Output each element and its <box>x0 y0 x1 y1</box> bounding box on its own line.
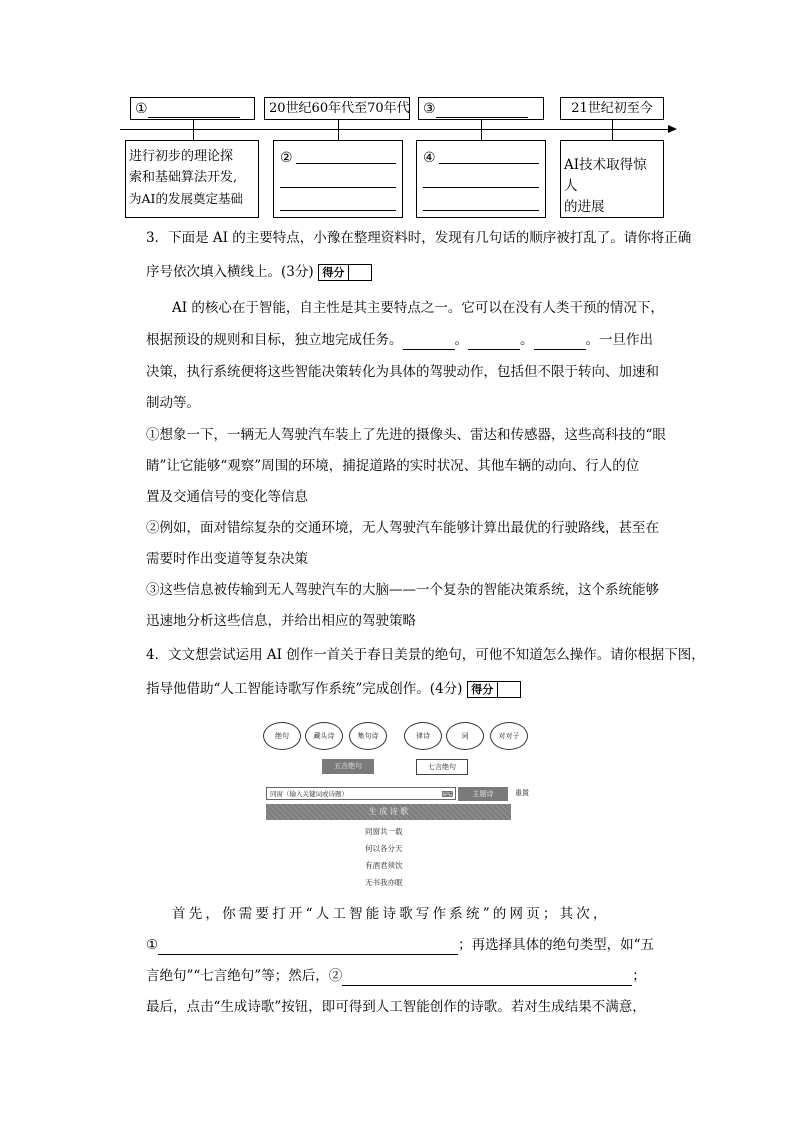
answer-blank-2[interactable] <box>468 335 520 350</box>
type-jueju[interactable]: 绝句 <box>263 722 301 750</box>
q3-para-line3: 决策，执行系统便将这些智能决策转化为具体的驾驶动作，包括但不限于转向、加速和 <box>146 364 659 380</box>
connector <box>193 120 194 140</box>
timeline-bottom-4: AI技术取得惊人 的进展 <box>560 140 664 218</box>
answer-blank-1[interactable] <box>403 335 455 350</box>
reset-button[interactable]: 重置 <box>515 789 529 797</box>
poem-line: 同窗共一载 <box>365 827 403 836</box>
answer-blank-3[interactable] <box>534 335 586 350</box>
poem-line: 何以各分天 <box>365 844 403 853</box>
timeline-axis <box>120 129 670 130</box>
type-cangtou[interactable]: 藏头诗 <box>305 722 343 750</box>
timeline-top-2: 20世纪60年代至70年代 <box>264 97 410 120</box>
q3-option-3-cont: 迅速地分析这些信息，并给出相应的驾驶策略 <box>146 613 416 629</box>
q3-line2: 序号依次填入横线上。(3分) 得分 <box>146 262 372 282</box>
timeline-top-4: 21世纪初至今 <box>560 97 664 120</box>
q4-answer-line4: 最后，点击“生成诗歌”按钮，即可得到人工智能创作的诗歌。若对生成结果不满意， <box>146 999 646 1015</box>
connector <box>481 120 482 140</box>
answer-blank-step1[interactable] <box>158 940 458 955</box>
timeline-arrow-icon <box>668 125 677 133</box>
timeline-top-1: ① <box>130 97 255 120</box>
q3-option-2: ②例如，面对错综复杂的交通环境，无人驾驶汽车能够计算出最优的行驶路线，甚至在 <box>146 520 659 536</box>
q4-answer-line1: 首先，你需要打开“人工智能诗歌写作系统”的网页；其次， <box>172 906 610 922</box>
q3-option-1: ①想象一下，一辆无人驾驶汽车装上了先进的摄像头、雷达和传感器，这些高科技的“眼 <box>146 427 666 443</box>
qiyan-button[interactable]: 七言绝句 <box>416 759 468 775</box>
score-box: 得分 <box>467 681 521 698</box>
keyboard-icon: ⌨ <box>441 790 453 799</box>
q3-option-3: ③这些信息被传输到无人驾驶汽车的大脑——一个复杂的智能决策系统，这个系统能够 <box>146 582 659 598</box>
wuyan-button[interactable]: 五言绝句 <box>322 759 374 774</box>
poem-line: 无书我亦眠 <box>365 878 403 887</box>
q4-line1: 4．文文想尝试运用 AI 创作一首关于春日美景的绝句，可他不知道怎么操作。请你根据下图， <box>146 647 705 663</box>
q4-answer-line2: ① ；再选择具体的绝句类型，如“五 <box>146 937 655 953</box>
q3-option-1-cont: 置及交通信号的变化等信息 <box>146 489 308 505</box>
q3-line1: 3．下面是 AI 的主要特点，小豫在整理资料时，发现有几句话的顺序被打乱了。请你将正确 <box>146 230 692 246</box>
timeline-bottom-2: ② <box>273 140 403 218</box>
q4-line2: 指导他借助“人工智能诗歌写作系统”完成创作。(4分) 得分 <box>146 679 521 699</box>
type-duiduizi[interactable]: 对对子 <box>490 722 528 750</box>
q3-option-1-cont: 睛”让它能够“观察”周围的环境，捕捉道路的实时状况、其他车辆的动向、行人的位 <box>146 458 640 474</box>
q3-para-line1: AI 的核心在于智能，自主性是其主要特点之一。它可以在没有人类干预的情况下， <box>172 300 664 316</box>
q3-para-line4: 制动等。 <box>146 395 200 411</box>
keyword-input[interactable]: 同窗（输入关键词或诗题） ⌨ <box>266 787 456 800</box>
generate-button[interactable]: 生 成 诗 歌 <box>266 804 511 820</box>
answer-blank-step2[interactable] <box>342 971 632 986</box>
keyword-button[interactable]: 主题诗 <box>458 787 508 801</box>
type-ci[interactable]: 词 <box>446 722 484 750</box>
connector <box>338 120 339 140</box>
type-lvshi[interactable]: 律诗 <box>404 722 442 750</box>
score-box: 得分 <box>318 264 372 281</box>
q4-answer-line3: 言绝句”“七言绝句”等；然后，② ； <box>146 968 646 984</box>
q3-option-2-cont: 需要时作出变道等复杂决策 <box>146 551 308 567</box>
q3-para-line2: 根据预设的规则和目标，独立地完成任务。 。 。 。一旦作出 <box>146 332 653 348</box>
timeline-bottom-1: 进行初步的理论探 索和基础算法开发, 为AI的发展奠定基础 <box>125 140 259 218</box>
type-jiju[interactable]: 集句诗 <box>349 722 387 750</box>
timeline-bottom-3: ④ <box>416 140 546 218</box>
poem-line: 有酒君须饮 <box>365 861 403 870</box>
connector <box>612 120 613 140</box>
timeline-top-3: ③ <box>418 97 544 120</box>
